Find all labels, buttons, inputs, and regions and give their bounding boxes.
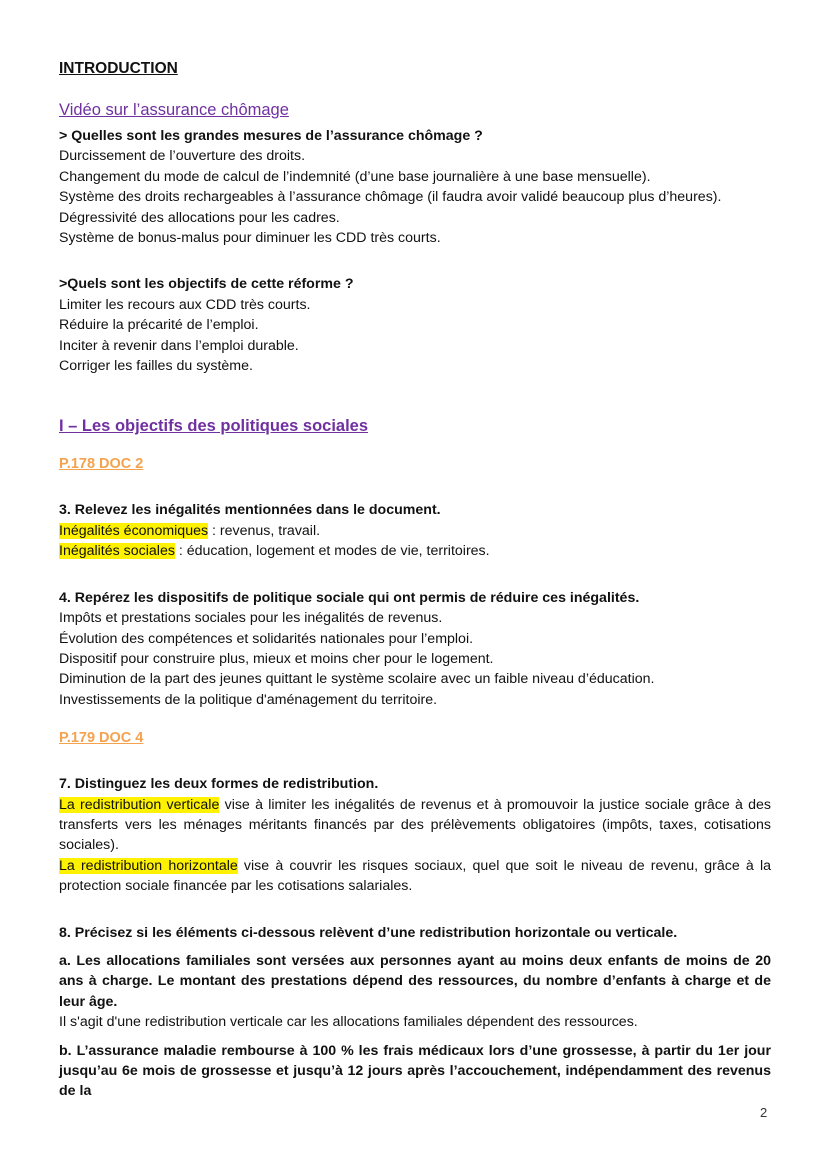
question-8: 8. Précisez si les éléments ci-dessous relèvent d’une redistribution horizontale ou verticale. xyxy=(59,924,678,941)
document-page xyxy=(59,58,771,1102)
question-3: 3. Relevez les inégalités mentionnées dans le document. xyxy=(59,502,441,519)
answer-7-verticale-text: vise à limiter les inégalités de revenus et à promouvoir la justice sociale grâce à des transferts vers les ménages méritants financés par des prélèvements obligatoires (impôts, taxes, cotisations sociales). xyxy=(59,796,772,854)
question-7: 7. Distinguez les deux formes de redistribution. xyxy=(59,776,379,793)
doc4-reference: P.179 DOC 4 xyxy=(59,730,144,747)
answer-4-item: Investissements de la politique d'aménagement du territoire. xyxy=(59,691,438,708)
answer-7-verticale xyxy=(59,795,771,856)
mesure-item: Dégressivité des allocations pour les cadres. xyxy=(59,209,340,226)
objectif-item: Limiter les recours aux CDD très courts. xyxy=(59,296,311,313)
answer-4-item: Dispositif pour construire plus, mieux et moins cher pour le logement. xyxy=(59,650,494,667)
answer-3b xyxy=(59,541,771,561)
answer-4-item: Impôts et prestations sociales pour les inégalités de revenus. xyxy=(59,610,443,627)
highlight-redistribution-verticale: La redistribution verticale xyxy=(59,796,220,813)
answer-3a xyxy=(59,521,771,541)
page-number: 2 xyxy=(760,1105,768,1120)
answer-3b-text: : éducation, logement et modes de vie, territoires. xyxy=(174,543,490,560)
section1-heading: I – Les objectifs des politiques sociales xyxy=(59,417,369,436)
objectif-item: Réduire la précarité de l’emploi. xyxy=(59,317,259,334)
video-heading: Vidéo sur l’assurance chômage xyxy=(59,101,289,119)
highlight-redistribution-horizontale: La redistribution horizontale xyxy=(59,857,238,874)
answer-4-item: Diminution de la part des jeunes quittant le système scolaire avec un faible niveau d’éducation. xyxy=(59,671,655,688)
answer-7-horizontale-text: vise à couvrir les risques sociaux, quel que soit le niveau de revenu, grâce à la protection sociale financée par les cotisations salariales. xyxy=(59,857,771,895)
answer-7-horizontale xyxy=(59,856,771,897)
mesure-item: Système de bonus-malus pour diminuer les CDD très courts. xyxy=(59,230,441,247)
question-4: 4. Repérez les dispositifs de politique sociale qui ont permis de réduire ces inégalités. xyxy=(59,589,640,606)
question-8a: a. Les allocations familiales sont versées aux personnes ayant au moins deux enfants de moins de 20 ans à charge. Le montant des prestations dépend des ressources, du nombre d’enfants à charge et de leur âge. xyxy=(59,952,771,1010)
intro-title: INTRODUCTION xyxy=(59,60,178,77)
mesure-item: Système des droits rechargeables à l’assurance chômage (il faudra avoir validé beaucoup plus d’heures). xyxy=(59,189,722,206)
mesure-item: Durcissement de l’ouverture des droits. xyxy=(59,148,306,165)
question-mesures: > Quelles sont les grandes mesures de l’assurance chômage ? xyxy=(59,128,483,144)
objectif-item: Corriger les failles du système. xyxy=(59,358,253,375)
question-objectifs: >Quels sont les objectifs de cette réforme ? xyxy=(59,276,354,293)
objectif-item: Inciter à revenir dans l’emploi durable. xyxy=(59,337,299,354)
doc2-reference: P.178 DOC 2 xyxy=(59,456,144,473)
answer-3a-text: : revenus, travail. xyxy=(208,522,321,539)
highlight-inegalites-sociales: Inégalités sociales xyxy=(59,543,175,560)
mesure-item: Changement du mode de calcul de l’indemnité (d’une base journalière à une base mensuelle). xyxy=(59,168,651,185)
answer-4-item: Évolution des compétences et solidarités nationales pour l’emploi. xyxy=(59,630,474,647)
question-8b: b. L’assurance maladie rembourse à 100 % les frais médicaux lors d’une grossesse, à partir du 1er jour jusqu’au 6e mois de grossesse et jusqu’à 12 jours après l’accouchement, indépendamment des revenus de la xyxy=(59,1042,771,1100)
highlight-inegalites-economiques: Inégalités économiques xyxy=(59,522,209,539)
answer-8a: Il s'agit d'une redistribution verticale car les allocations familiales dépendent des ressources. xyxy=(59,1014,638,1031)
